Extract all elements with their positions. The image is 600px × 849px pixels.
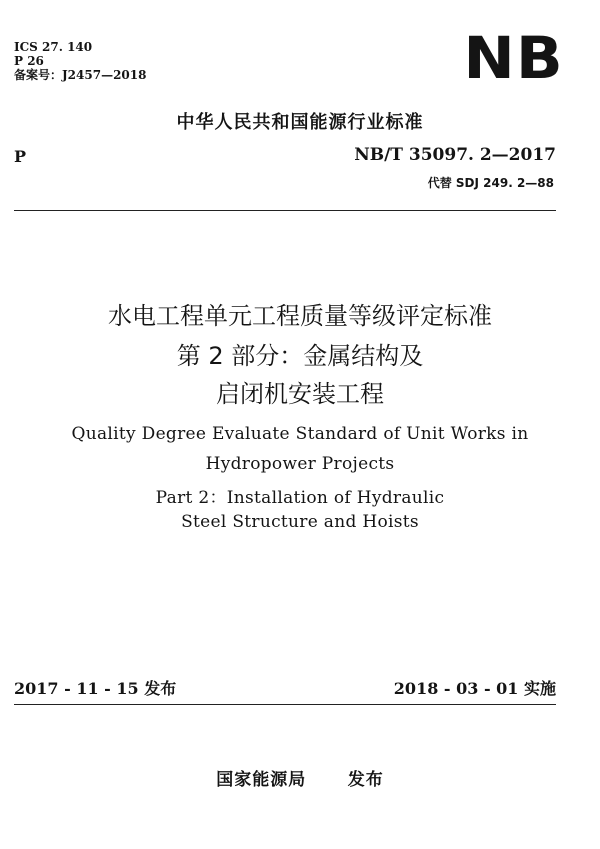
title-zh-line-1: 水电工程单元工程质量等级评定标准 [108, 302, 492, 330]
title-zh-line-3: 启闭机安装工程 [216, 380, 384, 408]
issuing-authority: 国家能源局 发布 [216, 770, 384, 790]
issue-date: 2017 - 11 - 15 发布 [14, 679, 177, 698]
replaces-standard: 代替 SDJ 249. 2—88 [427, 176, 554, 190]
standard-number: NB/T 35097. 2—2017 [354, 145, 556, 165]
title-en-line-3: Part 2：Installation of Hydraulic [155, 488, 445, 508]
organization-title: 中华人民共和国能源行业标准 [176, 112, 424, 133]
title-en-line-4: Steel Structure and Hoists [181, 512, 419, 532]
classification-code: P 26 [14, 54, 44, 68]
category-letter: P [14, 147, 27, 166]
title-en-line-1: Quality Degree Evaluate Standard of Unit Works in [71, 424, 529, 444]
top-divider [14, 210, 556, 211]
title-en-line-2: Hydropower Projects [205, 454, 395, 474]
implementation-date: 2018 - 03 - 01 实施 [393, 679, 556, 698]
standard-metadata [14, 40, 146, 82]
bottom-divider [14, 704, 556, 705]
filing-number: 备案号：J2457—2018 [14, 68, 147, 82]
nb-logo: NB [463, 24, 564, 92]
title-zh-line-2: 第 2 部分：金属结构及 [176, 342, 424, 370]
ics-code: ICS 27. 140 [14, 40, 93, 54]
